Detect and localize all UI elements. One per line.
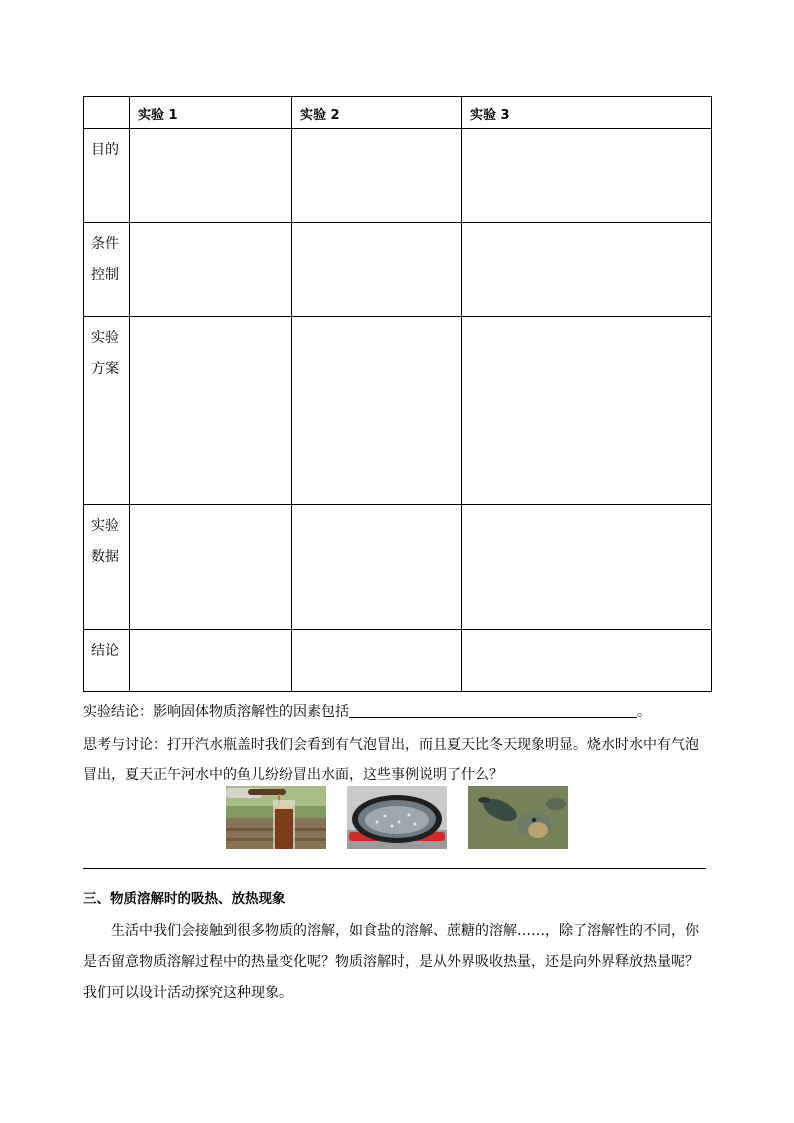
row-label-text: 数据 xyxy=(91,549,119,565)
row-label-text: 目的 xyxy=(91,142,119,158)
table-row-data xyxy=(84,505,712,630)
input-cell[interactable] xyxy=(130,129,292,223)
input-cell[interactable] xyxy=(292,505,462,630)
row-label-text: 实验 xyxy=(91,518,119,534)
row-label-data xyxy=(84,505,130,630)
row-label-purpose xyxy=(84,129,130,223)
boiling-pan-photo xyxy=(347,786,447,849)
table-header-row xyxy=(84,97,712,129)
input-cell[interactable] xyxy=(462,129,712,223)
row-label-text: 方案 xyxy=(91,361,119,377)
conclusion-line xyxy=(83,701,651,721)
section-divider xyxy=(83,868,706,869)
row-label-conditions xyxy=(84,223,130,317)
input-cell[interactable] xyxy=(130,317,292,505)
header-blank-cell xyxy=(84,97,130,129)
paragraph-line: 我们可以设计活动探究这种现象。 xyxy=(83,985,293,1001)
table-row-conditions xyxy=(84,223,712,317)
input-cell[interactable] xyxy=(462,317,712,505)
row-label-text: 结论 xyxy=(91,643,119,659)
soda-glass-photo xyxy=(226,786,326,849)
header-experiment-1: 实验 1 xyxy=(130,97,292,129)
paragraph-line: 生活中我们会接触到很多物质的溶解，如食盐的溶解、蔗糖的溶解……，除了溶解性的不同，你 xyxy=(111,923,699,939)
input-cell[interactable] xyxy=(462,630,712,692)
row-label-plan xyxy=(84,317,130,505)
input-cell[interactable] xyxy=(130,505,292,630)
section-3-paragraph xyxy=(83,916,708,1009)
input-cell[interactable] xyxy=(292,317,462,505)
input-cell[interactable] xyxy=(292,630,462,692)
table-row-conclusion xyxy=(84,630,712,692)
input-cell[interactable] xyxy=(462,223,712,317)
input-cell[interactable] xyxy=(130,630,292,692)
section-3-title: 三、物质溶解时的吸热、放热现象 xyxy=(83,891,286,907)
input-cell[interactable] xyxy=(292,223,462,317)
input-cell[interactable] xyxy=(462,505,712,630)
paragraph-line: 是否留意物质溶解过程中的热量变化呢？物质溶解时，是从外界吸收热量，还是向外界释放热量呢？ xyxy=(83,954,699,970)
table-row-plan xyxy=(84,317,712,505)
discussion-line-1: 思考与讨论：打开汽水瓶盖时我们会看到有气泡冒出，而且夏天比冬天现象明显。烧水时水中有气泡 xyxy=(83,737,699,753)
row-label-conclusion xyxy=(84,630,130,692)
conclusion-blank[interactable] xyxy=(349,703,637,718)
conclusion-suffix: 。 xyxy=(637,704,651,720)
header-experiment-3: 实验 3 xyxy=(462,97,712,129)
row-label-text: 实验 xyxy=(91,330,119,346)
discussion-line-2: 冒出，夏天正午河水中的鱼儿纷纷冒出水面，这些事例说明了什么？ xyxy=(83,767,503,783)
row-label-text: 条件 xyxy=(91,236,119,252)
input-cell[interactable] xyxy=(130,223,292,317)
conclusion-prefix: 实验结论：影响固体物质溶解性的因素包括 xyxy=(83,704,349,720)
experiment-table xyxy=(83,96,712,692)
input-cell[interactable] xyxy=(292,129,462,223)
table-row-purpose xyxy=(84,129,712,223)
fish-surface-photo xyxy=(468,786,568,849)
header-experiment-2: 实验 2 xyxy=(292,97,462,129)
row-label-text: 控制 xyxy=(91,267,119,283)
